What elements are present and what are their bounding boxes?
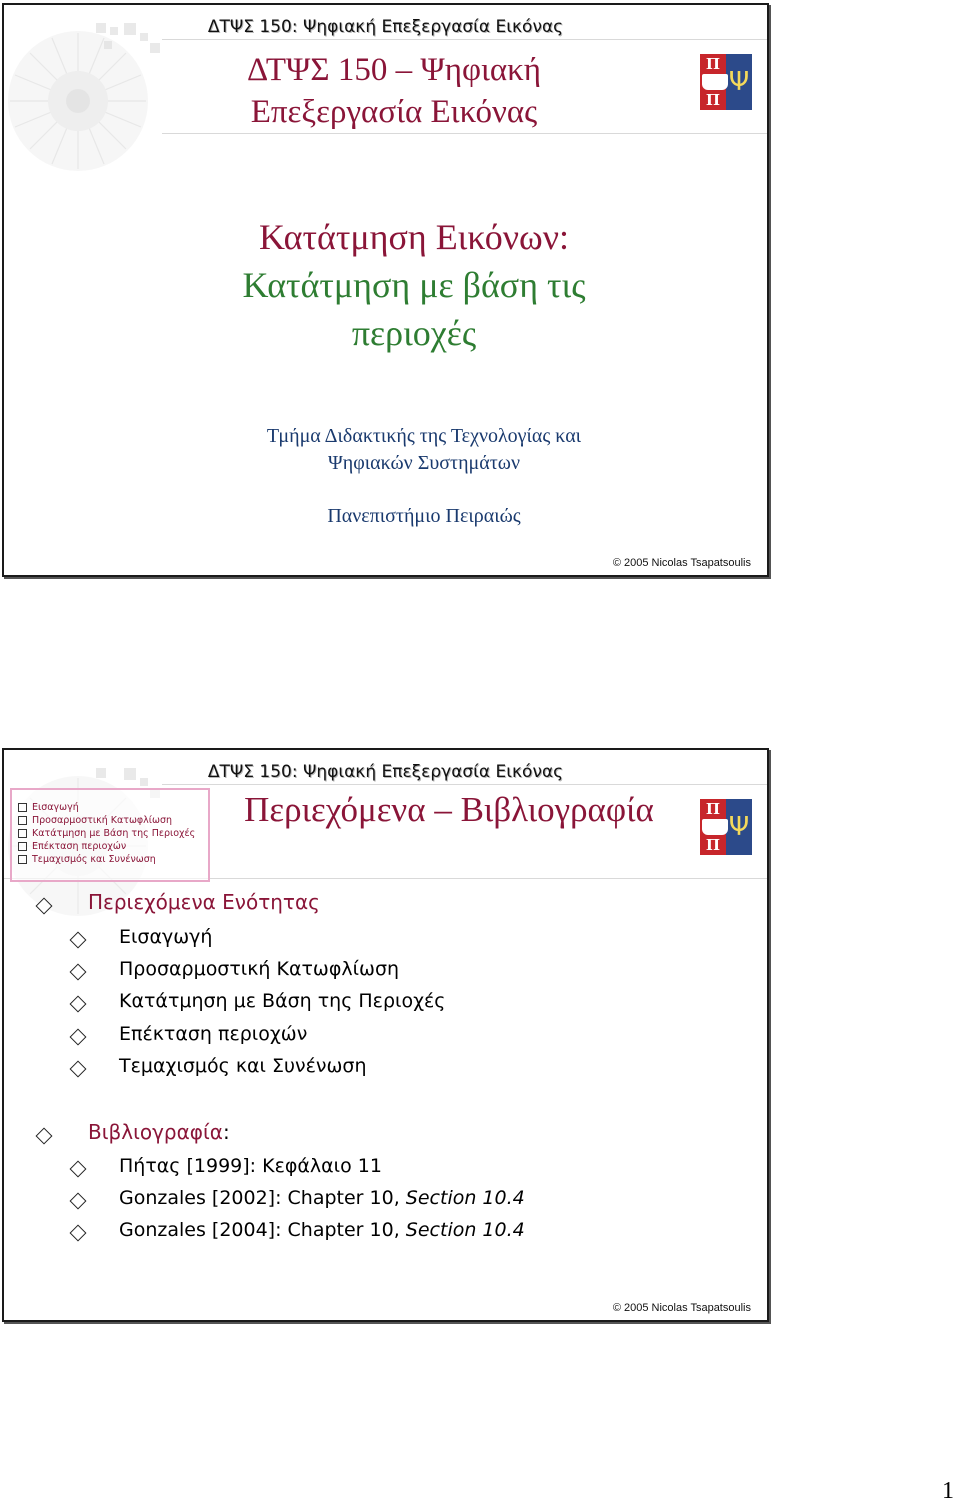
header-divider	[162, 39, 767, 40]
diamond-bullet-icon	[70, 1061, 87, 1078]
copyright-notice: © 2005 Nicolas Tsapatsoulis	[612, 557, 751, 569]
course-title-line-2: Επεξεργασία Εικόνας	[250, 94, 538, 130]
checkbox-icon	[18, 829, 27, 838]
slide-1	[2, 3, 769, 577]
bibliography-heading: Βιβλιογραφία:	[88, 1120, 230, 1144]
checkbox-icon	[18, 855, 27, 864]
lecture-title-line-1: Κατάτμηση Εικόνων:	[259, 217, 569, 257]
slide-title: Περιεχόμενα – Βιβλιογραφία	[244, 790, 654, 829]
diamond-bullet-icon	[70, 964, 87, 981]
nav-item-adaptive-threshold[interactable]: Προσαρμοστική Κατωφλίωση	[18, 815, 172, 826]
diamond-bullet-icon	[70, 1193, 87, 1210]
checkbox-icon	[18, 842, 27, 851]
contents-heading: Περιεχόμενα Ενότητας	[88, 890, 320, 914]
diamond-bullet-icon	[70, 996, 87, 1013]
diamond-bullet-icon	[70, 932, 87, 949]
nav-item-region-growing[interactable]: Επέκταση περιοχών	[18, 841, 126, 852]
contents-item: Εισαγωγή	[119, 926, 213, 948]
department-line-2: Ψηφιακών Συστημάτων	[328, 452, 520, 474]
lecture-title-line-3-text: περιοχές	[351, 313, 477, 353]
copyright-notice: © 2005 Nicolas Tsapatsoulis	[612, 1302, 751, 1314]
bibliography-item: Gonzales [2004]: Chapter 10, Section 10.4	[119, 1219, 525, 1241]
lecture-title-line-2-text: Κατάτμηση με βάση τις	[242, 265, 586, 305]
university-name: Πανεπιστήμιο Πειραιώς	[327, 505, 521, 527]
nav-item-split-merge[interactable]: Τεμαχισμός και Συνένωση	[18, 854, 156, 865]
slide-2	[2, 748, 769, 1322]
contents-item: Κατάτμηση με Βάση της Περιοχές	[119, 990, 446, 1012]
contents-item: Επέκταση περιοχών	[119, 1023, 308, 1045]
course-title	[184, 49, 604, 133]
contents-item: Τεμαχισμός και Συνένωση	[119, 1055, 367, 1077]
bibliography-item: Gonzales [2002]: Chapter 10, Section 10.4	[119, 1187, 525, 1209]
diamond-bullet-icon	[70, 1029, 87, 1046]
university-logo: Π Π Ψ	[700, 799, 752, 855]
section-navigator	[10, 788, 210, 882]
checkbox-icon	[18, 803, 27, 812]
header-divider	[162, 784, 767, 785]
lecture-title-line-2	[104, 261, 724, 357]
course-header: ΔΤΨΣ 150: Ψηφιακή Επεξεργασία Εικόνας	[207, 762, 564, 782]
course-header: ΔΤΨΣ 150: Ψηφιακή Επεξεργασία Εικόνας	[207, 17, 564, 37]
department-name	[124, 423, 724, 477]
decorative-flower-graphic	[2, 19, 172, 177]
department-line-1: Τμήμα Διδακτικής της Τεχνολογίας και	[266, 425, 582, 447]
title-divider	[162, 133, 767, 134]
bibliography-item: Πήτας [1999]: Κεφάλαιο 11	[119, 1155, 382, 1177]
diamond-bullet-icon	[70, 1225, 87, 1242]
nav-item-region-segmentation[interactable]: Κατάτμηση με Βάση της Περιοχές	[18, 828, 195, 839]
contents-item: Προσαρμοστική Κατωφλίωση	[119, 958, 400, 980]
university-logo: Π Π Ψ	[700, 54, 752, 110]
course-title-line-1: ΔΤΨΣ 150 – Ψηφιακή	[246, 52, 542, 88]
checkbox-icon	[18, 816, 27, 825]
nav-item-intro[interactable]: Εισαγωγή	[18, 802, 79, 813]
diamond-bullet-icon	[36, 1128, 53, 1145]
diamond-bullet-icon	[70, 1161, 87, 1178]
page-number: 1	[942, 1478, 954, 1504]
